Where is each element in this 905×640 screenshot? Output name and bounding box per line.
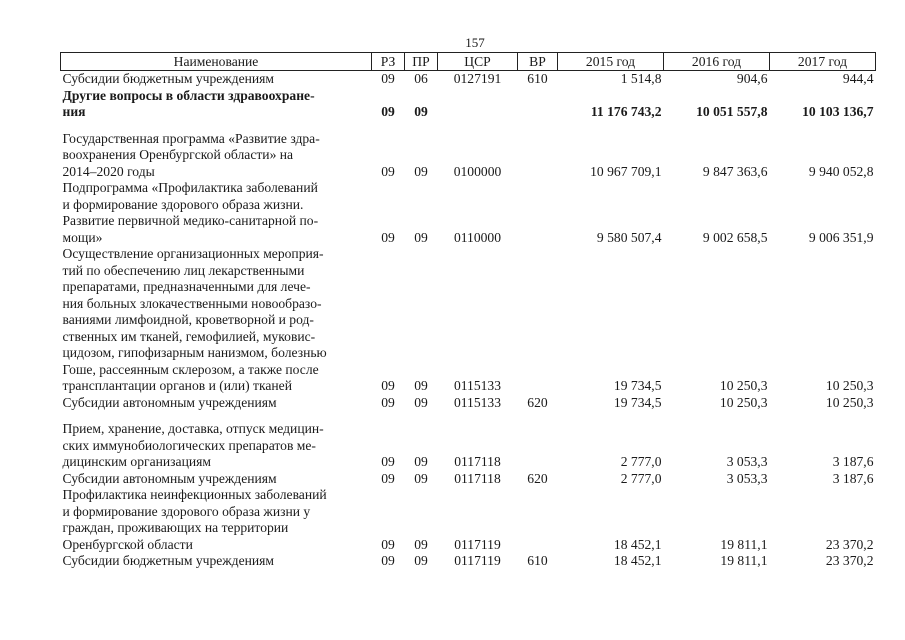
cell-pr: 09 <box>414 553 428 568</box>
row-name <box>61 121 372 181</box>
cell-vr: 610 <box>527 71 548 86</box>
cell-pr: 06 <box>414 71 428 86</box>
cell-vr <box>518 121 558 181</box>
row-name-line: Государственная программа «Развитие здра- <box>62 130 320 146</box>
row-name-line: Подпрограмма «Профилактика заболеваний <box>62 180 318 195</box>
header-rz: РЗ <box>372 53 405 71</box>
cell-vr: 610 <box>527 553 548 568</box>
cell-csr: 0100000 <box>453 163 502 179</box>
cell-vr <box>518 246 558 395</box>
row-name-line: Другие вопросы в области здравоохране- <box>62 87 315 103</box>
table-row <box>61 121 876 181</box>
cell-2017: 10 250,3 <box>825 378 874 393</box>
table-row <box>61 395 876 412</box>
cell-vr <box>518 411 558 471</box>
cell-rz: 09 <box>381 553 395 568</box>
cell-rz: 09 <box>381 71 395 86</box>
row-name-line: и формирование здорового образа жизни у <box>62 503 311 519</box>
cell-2017: 3 187,6 <box>832 470 874 486</box>
cell-csr <box>438 88 518 121</box>
cell-2016: 9 847 363,6 <box>702 163 768 179</box>
budget-table <box>60 52 876 570</box>
cell-csr: 0110000 <box>453 229 502 245</box>
cell-2016: 3 053,3 <box>726 454 768 469</box>
cell-2015: 19 734,5 <box>613 378 662 393</box>
header-pr: ПР <box>405 53 438 71</box>
cell-vr <box>518 487 558 553</box>
row-name-line: Субсидии автономным учреждениям <box>62 394 277 410</box>
row-name-line: Субсидии бюджетным учреждениям <box>62 71 275 86</box>
cell-csr: 0117118 <box>454 454 501 469</box>
header-2017: 2017 год <box>770 53 876 71</box>
cell-pr: 09 <box>414 470 428 486</box>
cell-2017: 23 370,2 <box>825 553 874 568</box>
cell-rz: 09 <box>381 229 395 245</box>
cell-2016: 19 811,1 <box>720 553 768 568</box>
row-name-line: Оренбургской области <box>62 536 193 552</box>
cell-csr: 0117119 <box>454 536 501 552</box>
table-row <box>61 553 876 570</box>
cell-csr: 0117119 <box>454 553 501 568</box>
row-name-line: воохранения Оренбургской области» на <box>62 147 294 162</box>
cell-rz: 09 <box>381 394 395 410</box>
row-name-line: Гоше, рассеянным склерозом, а также после <box>62 361 319 377</box>
cell-2017: 9 940 052,8 <box>808 163 874 179</box>
cell-2015: 18 452,1 <box>613 536 662 552</box>
cell-2016: 19 811,1 <box>720 536 768 552</box>
cell-vr: 620 <box>527 394 548 410</box>
cell-vr <box>518 88 558 121</box>
row-name-line: Субсидии автономным учреждениям <box>62 470 277 486</box>
row-name-line: Развитие первичной медико-санитарной по- <box>62 213 319 228</box>
cell-2015: 10 967 709,1 <box>590 163 662 179</box>
table-row <box>61 180 876 246</box>
table-row <box>61 246 876 395</box>
cell-2016: 3 053,3 <box>726 470 768 486</box>
row-name-line: Субсидии бюджетным учреждениям <box>62 553 275 568</box>
cell-2017: 10 103 136,7 <box>802 104 874 119</box>
cell-2015: 1 514,8 <box>620 71 662 86</box>
cell-2015: 9 580 507,4 <box>596 229 662 245</box>
row-name-line: Прием, хранение, доставка, отпуск медицин- <box>62 421 324 436</box>
row-name <box>61 180 372 246</box>
cell-csr: 0117118 <box>454 470 501 486</box>
cell-2015: 11 176 743,2 <box>590 104 662 119</box>
cell-rz: 09 <box>381 470 395 486</box>
cell-rz: 09 <box>381 104 395 119</box>
table-row <box>61 88 876 121</box>
row-name <box>61 471 372 488</box>
row-name-line: и формирование здорового образа жизни. <box>62 196 304 212</box>
cell-rz: 09 <box>381 454 395 469</box>
row-name-line: граждан, проживающих на территории <box>62 520 289 535</box>
cell-pr: 09 <box>414 536 428 552</box>
row-name-line: ских иммунобиологических препаратов ме- <box>62 437 316 453</box>
cell-pr: 09 <box>414 394 428 410</box>
row-name-line: ния больных злокачественными новообразо- <box>62 295 322 311</box>
table-header-row <box>61 53 876 71</box>
table-row <box>61 471 876 488</box>
cell-2017: 10 250,3 <box>825 394 874 410</box>
cell-2015: 2 777,0 <box>620 470 662 486</box>
row-name <box>61 553 372 570</box>
header-csr: ЦСР <box>438 53 518 71</box>
page-number: 157 <box>465 35 485 50</box>
table-body <box>61 71 876 570</box>
cell-pr: 09 <box>414 104 428 119</box>
table-row <box>61 71 876 88</box>
cell-2017: 23 370,2 <box>825 536 874 552</box>
cell-csr: 0115133 <box>453 394 502 410</box>
row-name <box>61 487 372 553</box>
row-name-line: мощи» <box>62 229 103 245</box>
header-2015: 2015 год <box>558 53 664 71</box>
row-name-line: ственных им тканей, гемофилией, муковис- <box>62 328 316 344</box>
cell-2015: 18 452,1 <box>613 553 662 568</box>
cell-rz: 09 <box>381 378 395 393</box>
table-row <box>61 487 876 553</box>
row-name <box>61 88 372 121</box>
row-name-line: ваниями лимфоидной, кроветворной и род- <box>62 312 314 327</box>
row-name <box>61 246 372 395</box>
cell-csr: 0127191 <box>453 71 502 86</box>
row-name <box>61 411 372 471</box>
cell-pr: 09 <box>414 454 428 469</box>
row-name-line: 2014–2020 годы <box>62 163 155 179</box>
cell-2017: 944,4 <box>842 71 874 86</box>
row-name-line: препаратами, предназначенными для лече- <box>62 279 311 294</box>
cell-vr: 620 <box>527 470 548 486</box>
header-vr: ВР <box>518 53 558 71</box>
cell-vr <box>518 180 558 246</box>
row-name-line: Профилактика неинфекционных заболеваний <box>62 487 327 502</box>
cell-2016: 10 250,3 <box>719 378 768 393</box>
row-name-line: тий по обеспечению лиц лекарственными <box>62 262 305 278</box>
cell-rz: 09 <box>381 163 395 179</box>
cell-2016: 9 002 658,5 <box>702 229 768 245</box>
row-name-line: ния <box>62 104 86 119</box>
header-2016: 2016 год <box>664 53 770 71</box>
cell-pr: 09 <box>414 163 428 179</box>
row-name <box>61 395 372 412</box>
cell-2016: 10 051 557,8 <box>696 104 768 119</box>
header-name: Наименование <box>61 53 372 71</box>
row-name <box>61 71 372 88</box>
cell-rz: 09 <box>381 536 395 552</box>
cell-pr: 09 <box>414 378 428 393</box>
row-name-line: Осуществление организационных мероприя- <box>62 246 324 261</box>
cell-2017: 9 006 351,9 <box>808 229 874 245</box>
row-name-line: трансплантации органов и (или) тканей <box>62 378 292 393</box>
cell-2016: 904,6 <box>736 71 768 86</box>
cell-2015: 2 777,0 <box>620 454 662 469</box>
cell-2015: 19 734,5 <box>613 394 662 410</box>
cell-2016: 10 250,3 <box>719 394 768 410</box>
cell-pr: 09 <box>414 229 428 245</box>
cell-2017: 3 187,6 <box>832 454 874 469</box>
row-name-line: дицинским организациям <box>62 454 211 469</box>
table-row <box>61 411 876 471</box>
cell-csr: 0115133 <box>453 378 502 393</box>
row-name-line: цидозом, гипофизарным нанизмом, болезнью <box>62 345 327 360</box>
